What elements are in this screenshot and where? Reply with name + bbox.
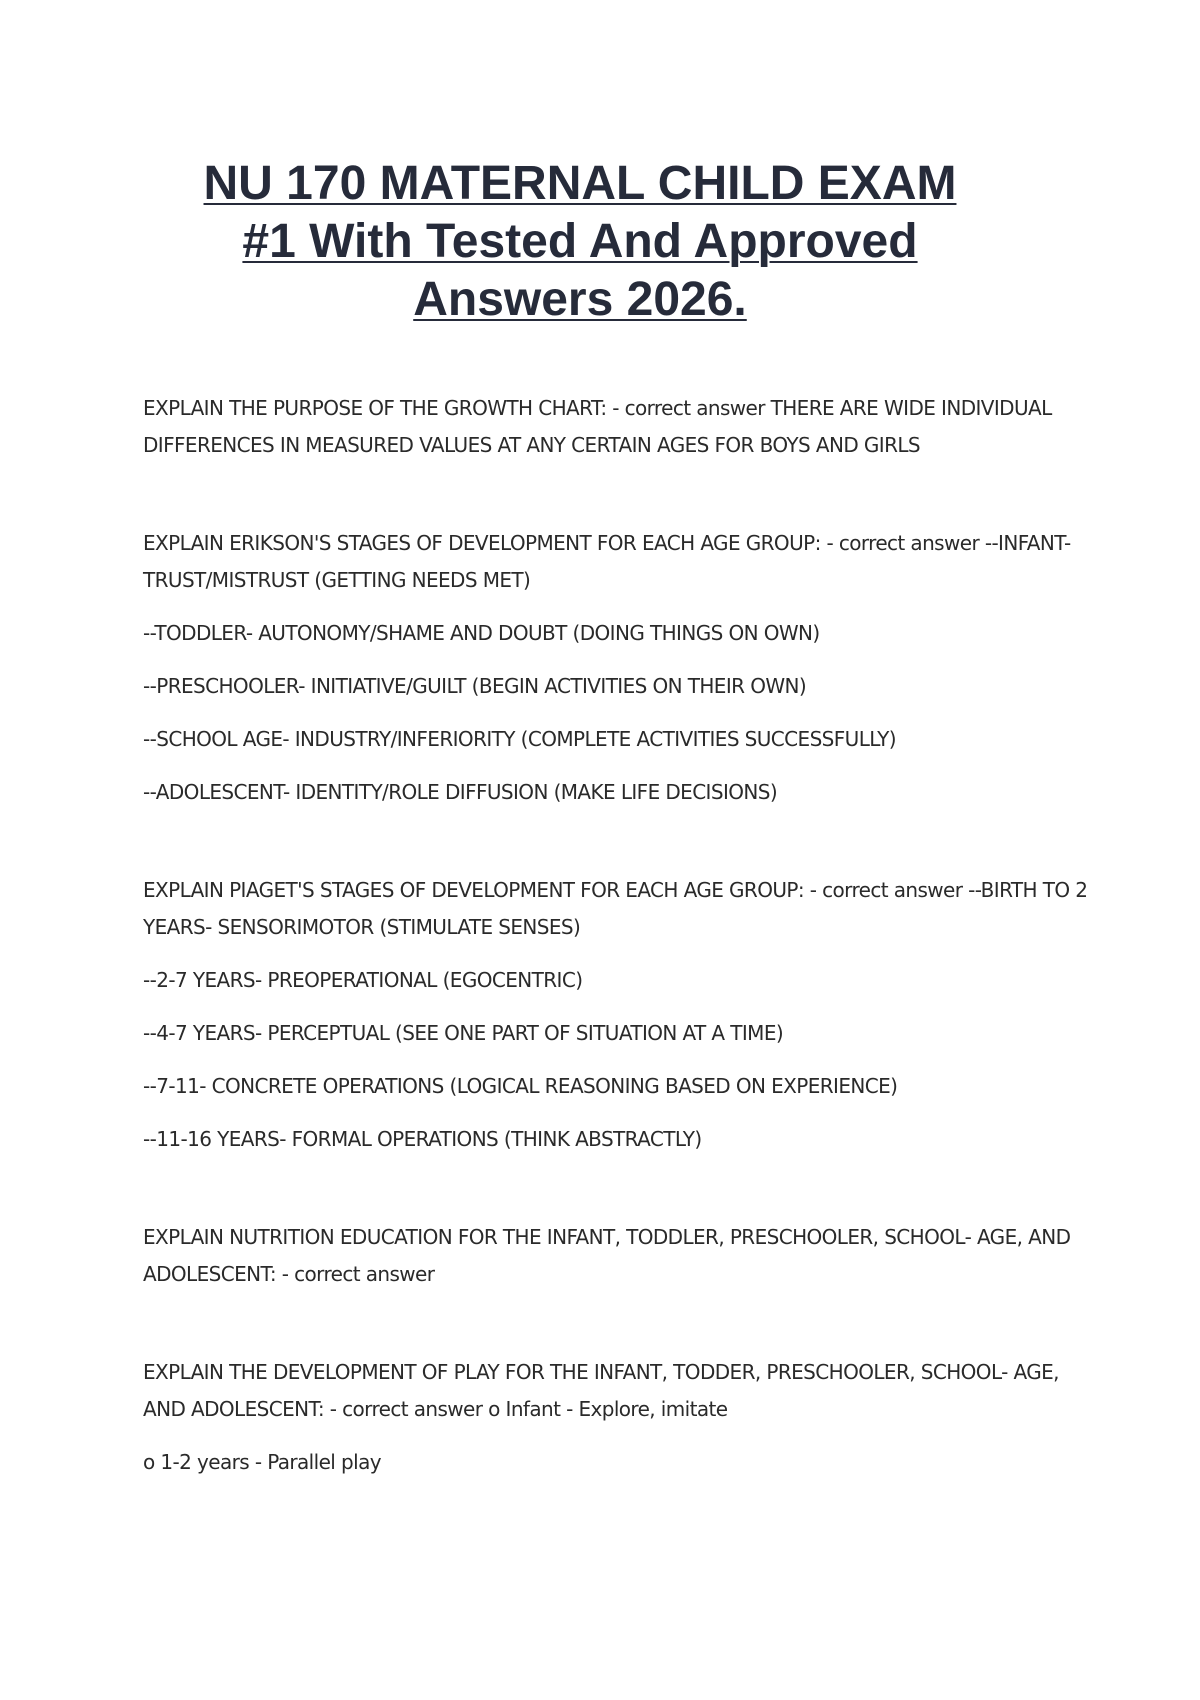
question-text: EXPLAIN ERIKSON'S STAGES OF DEVELOPMENT FOR EACH AGE GROUP: - correct answer --INFANT- TRUST/MISTRUST (GETTING NEEDS MET)	[143, 531, 1071, 592]
question-text: EXPLAIN NUTRITION EDUCATION FOR THE INFANT, TODDLER, PRESCHOOLER, SCHOOL- AGE, AND ADOLESCENT: - correct answer	[143, 1225, 1071, 1286]
answer-line: --7-11- CONCRETE OPERATIONS (LOGICAL REASONING BASED ON EXPERIENCE)	[143, 1074, 898, 1098]
answer-line: --PRESCHOOLER- INITIATIVE/GUILT (BEGIN ACTIVITIES ON THEIR OWN)	[143, 674, 807, 698]
answer-line: o 1-2 years - Parallel play	[143, 1450, 381, 1474]
qa-development-of-play	[143, 1354, 1093, 1481]
qa-nutrition-education	[143, 1219, 1093, 1293]
answer-line: --11-16 YEARS- FORMAL OPERATIONS (THINK ABSTRACTLY)	[143, 1127, 702, 1151]
qa-piaget-stages	[143, 872, 1093, 1158]
question-text: EXPLAIN PIAGET'S STAGES OF DEVELOPMENT FOR EACH AGE GROUP: - correct answer --BIRTH TO 2 YEARS- SENSORIMOTOR (STIMULATE SENSES)	[143, 878, 1088, 939]
question-text: EXPLAIN THE DEVELOPMENT OF PLAY FOR THE INFANT, TODDER, PRESCHOOLER, SCHOOL- AGE, AND ADOLESCENT: - correct answer o Infant - Explore, imitate	[143, 1360, 1059, 1421]
answer-line: --2-7 YEARS- PREOPERATIONAL (EGOCENTRIC)	[143, 968, 583, 992]
answer-line: --SCHOOL AGE- INDUSTRY/INFERIORITY (COMPLETE ACTIVITIES SUCCESSFULLY)	[143, 727, 896, 751]
answer-line: --ADOLESCENT- IDENTITY/ROLE DIFFUSION (MAKE LIFE DECISIONS)	[143, 780, 778, 804]
document-title: NU 170 MATERNAL CHILD EXAM #1 With Tested And Approved Answers 2026.	[203, 157, 957, 326]
qa-growth-chart	[143, 390, 1093, 464]
document-body	[143, 390, 1093, 1542]
question-text: EXPLAIN THE PURPOSE OF THE GROWTH CHART: - correct answer THERE ARE WIDE INDIVIDUAL DIFFERENCES IN MEASURED VALUES AT ANY CERTAIN AGES FOR BOYS AND GIRLS	[143, 396, 1052, 457]
qa-erikson-stages	[143, 525, 1093, 811]
answer-line: --4-7 YEARS- PERCEPTUAL (SEE ONE PART OF SITUATION AT A TIME)	[143, 1021, 784, 1045]
answer-line: --TODDLER- AUTONOMY/SHAME AND DOUBT (DOING THINGS ON OWN)	[143, 621, 820, 645]
